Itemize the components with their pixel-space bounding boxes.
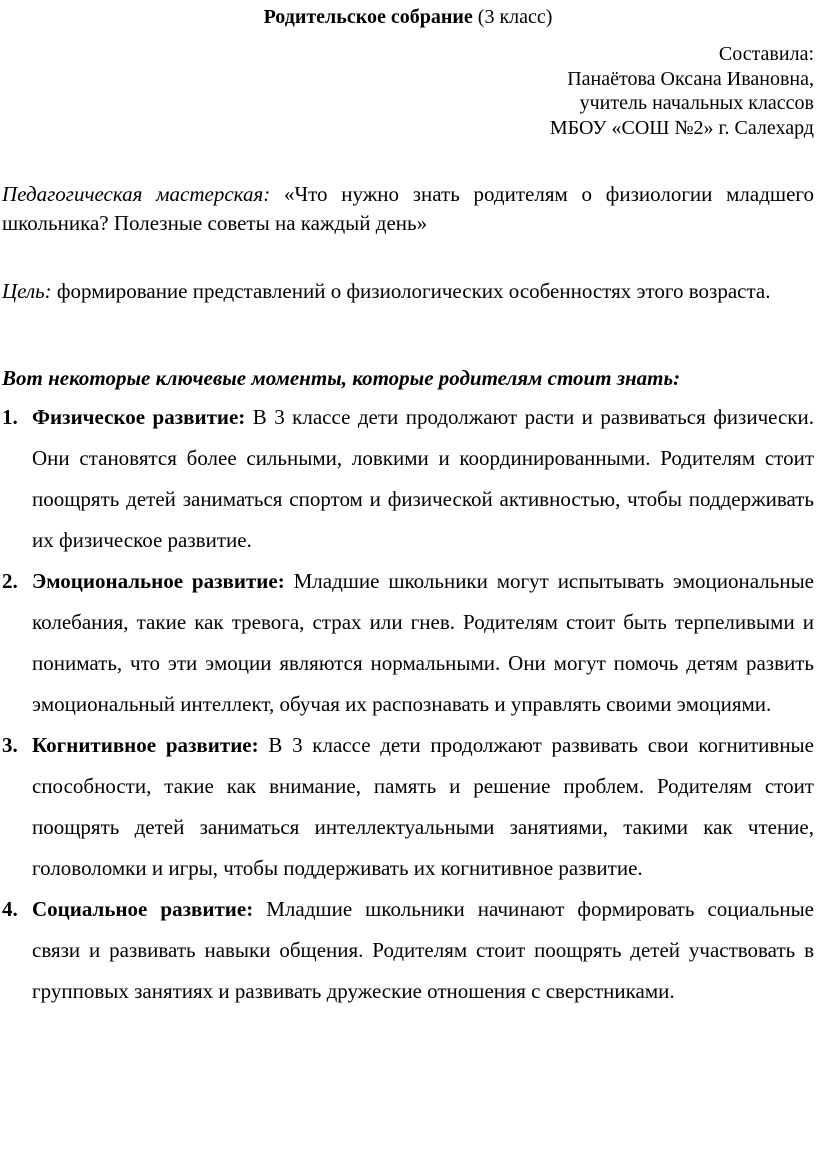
- list-item: [2, 561, 814, 725]
- list-item-text: В 3 классе дети продолжают развивать свои когнитивные способности, такие как внимание, память и решение проблем. Родителям стоит поощрять детей заниматься интеллектуальными занятиями, такими как чтение, головоломки и игры, чтобы поддерживать их когнитивное развитие.: [32, 733, 814, 880]
- list-item: [2, 725, 814, 889]
- author-name: Панаётова Оксана Ивановна,: [567, 67, 814, 90]
- list-item-heading: Эмоциональное развитие:: [32, 569, 285, 593]
- list-item-number: 2.: [2, 569, 18, 593]
- author-school: МБОУ «СОШ №2» г. Салехард: [549, 116, 814, 139]
- goal-label: Цель:: [2, 279, 52, 303]
- list-item-number: 1.: [2, 405, 18, 429]
- author-position: учитель начальных классов: [579, 92, 814, 114]
- list-item-text: В 3 классе дети продолжают расти и развиваться физически. Они становятся более сильными, ловкими и координированными. Родителям стоит поощрять детей заниматься спортом и физической активностью, чтобы поддерживать их физическое развитие.: [32, 405, 814, 552]
- key-points-list: [2, 397, 814, 1012]
- author-label: Составила:: [718, 43, 814, 65]
- title-grade: (3 класс): [472, 6, 553, 28]
- list-item-number: 3.: [2, 733, 18, 757]
- list-item-number: 4.: [2, 897, 18, 921]
- goal-paragraph: [2, 277, 814, 306]
- workshop-text: «Что нужно знать родителям о физиологии младшего школьника? Полезные советы на каждый день»: [2, 182, 814, 235]
- workshop-label: Педагогическая мастерская:: [2, 182, 271, 206]
- author-block: [2, 42, 814, 140]
- key-points-intro: Вот некоторые ключевые моменты, которые родителям стоит знать:: [2, 366, 681, 390]
- list-item: [2, 397, 814, 561]
- list-item-heading: Когнитивное развитие:: [32, 733, 259, 757]
- list-item-heading: Физическое развитие:: [32, 405, 246, 429]
- title-bold: Родительское собрание: [263, 6, 473, 28]
- list-item-heading: Социальное развитие:: [32, 897, 254, 921]
- document-title: [2, 4, 814, 30]
- goal-text: формирование представлений о физиологических особенностях этого возраста.: [51, 279, 771, 303]
- list-item-text: Младшие школьники могут испытывать эмоциональные колебания, такие как тревога, страх или гнев. Родителям стоит быть терпеливыми и понимать, что эти эмоции являются нормальными. Они могут помочь детям развить эмоциональный интеллект, обучая их распознавать и управлять своими эмоциями.: [32, 569, 814, 716]
- list-item: [2, 889, 814, 1012]
- list-item-text: Младшие школьники начинают формировать социальные связи и развивать навыки общения. Родителям стоит поощрять детей участвовать в групповых занятиях и развивать дружеские отношения с сверстниками.: [32, 897, 814, 1003]
- workshop-paragraph: [2, 180, 814, 238]
